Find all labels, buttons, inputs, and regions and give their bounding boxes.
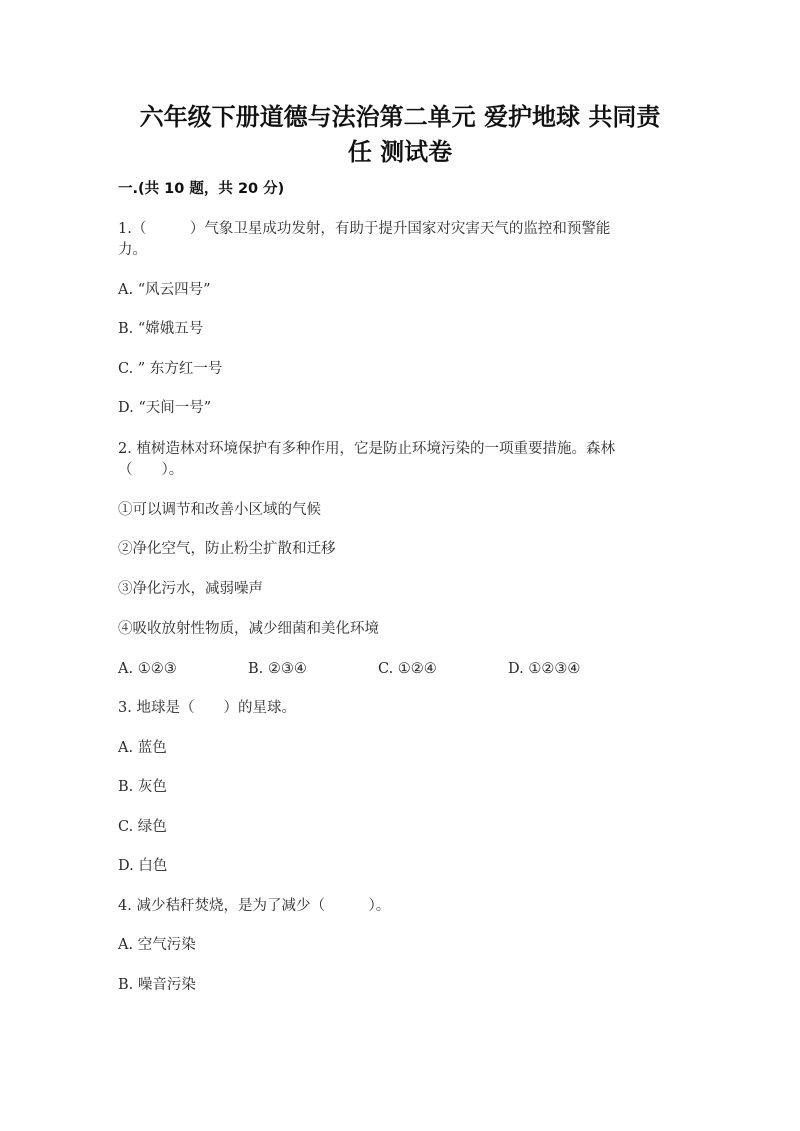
question-3-option-b: B. 灰色: [118, 779, 167, 795]
question-2-statement-1: ①可以调节和改善小区域的气候: [118, 502, 321, 518]
question-1-stem: 1.（ ）气象卫星成功发射，有助于提升国家对灾害天气的监控和预警能: [118, 221, 611, 237]
question-2-option-b: B. ②③④: [248, 661, 307, 677]
question-2-option-d: D. ①②③④: [508, 661, 581, 677]
question-1-option-c: C. ” 东方红一号: [118, 361, 223, 377]
question-3-stem: 3. 地球是（ ）的星球。: [118, 700, 296, 716]
question-1-stem-continued: 力。: [118, 242, 147, 258]
question-2-option-a: A. ①②③: [118, 661, 177, 677]
question-4-stem: 4. 减少秸秆焚烧，是为了减少（ ）。: [118, 898, 391, 914]
question-3-option-d: D. 白色: [118, 858, 168, 874]
question-2-statement-4: ④吸收放射性物质，减少细菌和美化环境: [118, 621, 379, 637]
question-1-option-a: A. “风云四号”: [118, 282, 211, 298]
question-4-option-a: A. 空气污染: [118, 937, 196, 953]
question-3-option-c: C. 绿色: [118, 819, 167, 835]
question-2-statement-2: ②净化空气，防止粉尘扩散和迁移: [118, 541, 336, 557]
question-3-option-a: A. 蓝色: [118, 740, 167, 756]
question-2-stem: 2. 植树造林对环境保护有多种作用，它是防止环境污染的一项重要措施。森林: [118, 441, 615, 457]
page-title-line-1: 六年级下册道德与法治第二单元 爱护地球 共同责: [139, 103, 661, 131]
question-2-options: [0, 658, 800, 680]
question-1-option-d: D. “天间一号”: [118, 400, 212, 416]
page-title-line-2: 任 测试卷: [347, 138, 453, 166]
section-heading: 一.(共 10 题，共 20 分): [118, 181, 285, 197]
question-2-statement-3: ③净化污水，减弱噪声: [118, 581, 263, 597]
question-1-option-b: B. “嫦娥五号: [118, 321, 204, 337]
question-2-option-c: C. ①②④: [378, 661, 437, 677]
question-2-stem-continued: （ ）。: [118, 462, 184, 478]
question-4-option-b: B. 噪音污染: [118, 977, 196, 993]
